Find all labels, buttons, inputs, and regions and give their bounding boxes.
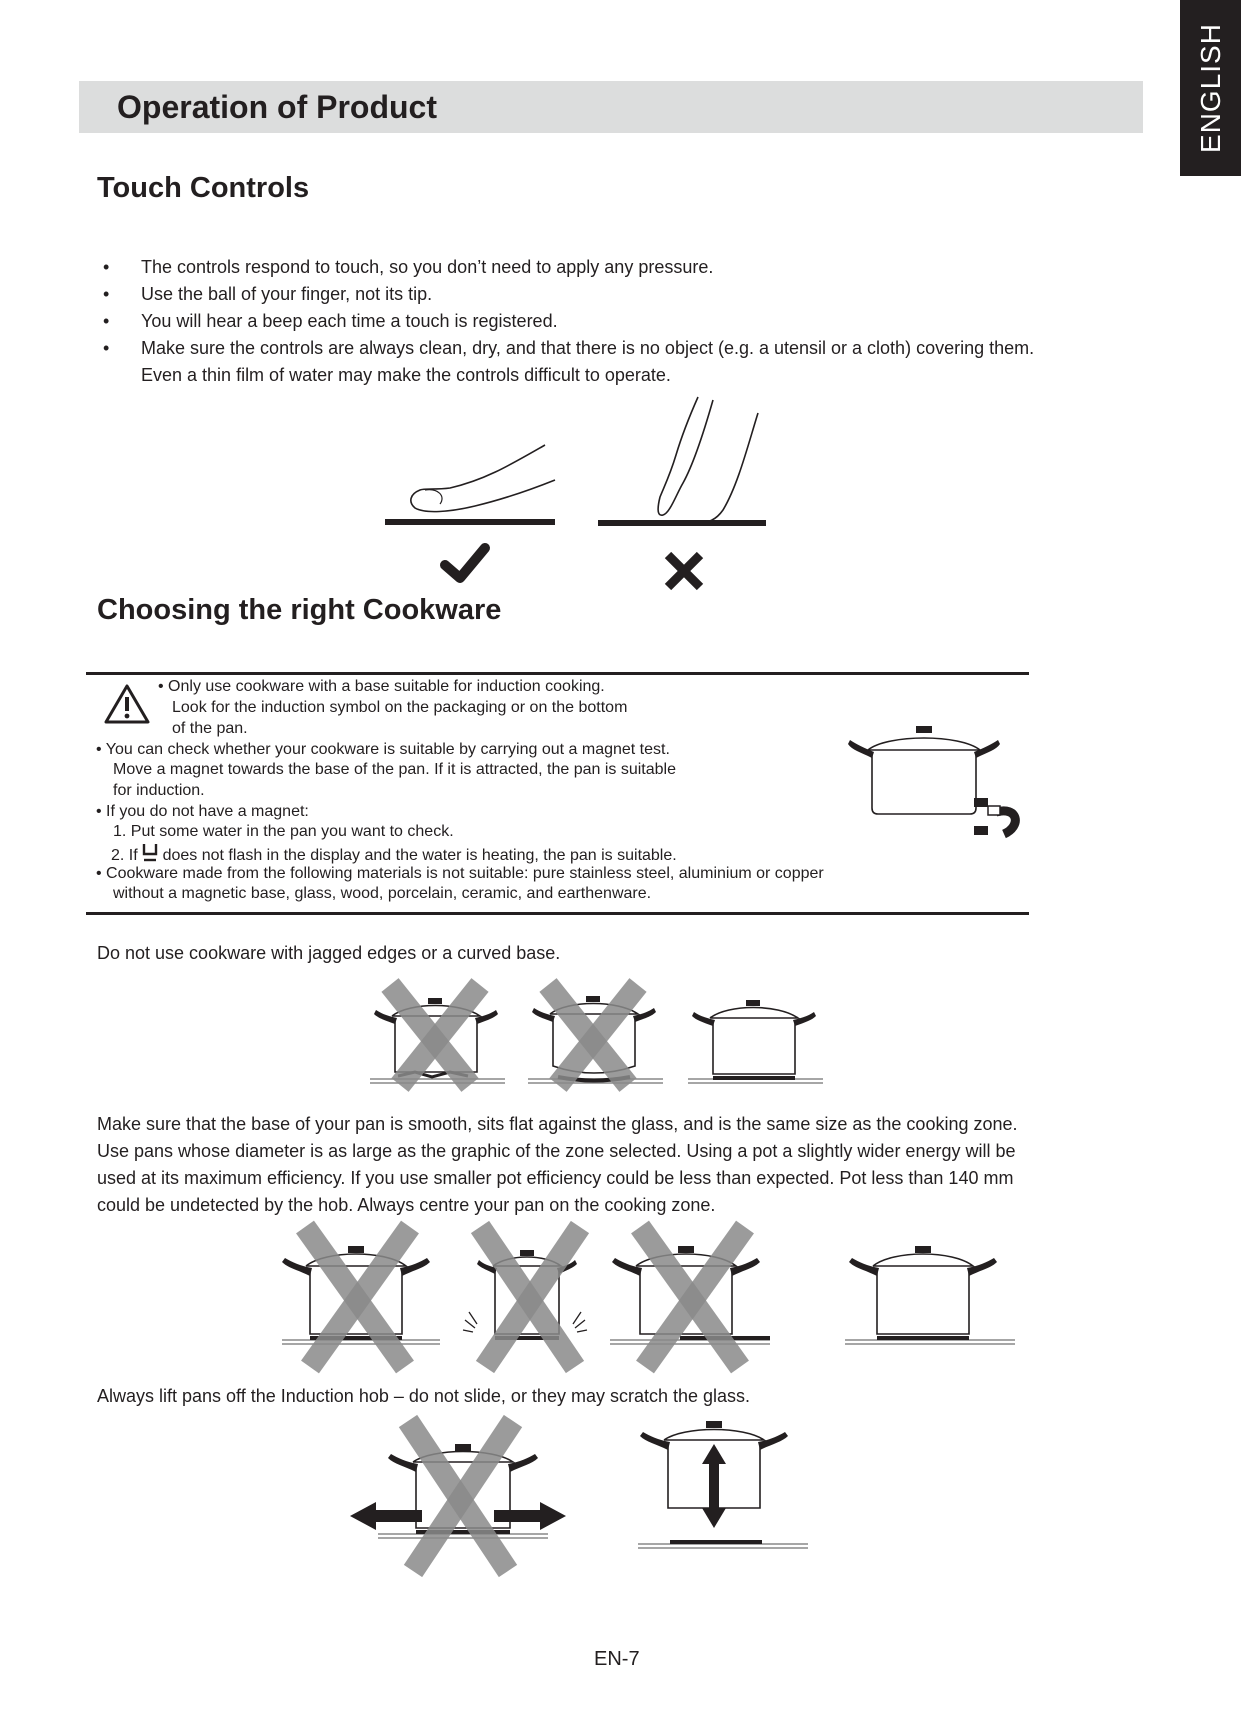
touch-controls-list [103,254,1103,389]
note-line: without a magnetic base, glass, wood, porcelain, ceramic, and earthenware. [113,885,652,902]
note-line: 1. Put some water in the pan you want to check. [113,823,454,840]
base-size-text-line: used at its maximum efficiency. If you use smaller pot efficiency could be less than expected. Pot less than 140 mm [97,1168,1014,1188]
list-item: • Use the ball of your finger, not its tip. [103,281,1103,308]
base-size-text-line: could be undetected by the hob. Always centre your pan on the cooking zone. [97,1195,716,1215]
note-line: for induction. [113,782,205,799]
lift-pans-text: Always lift pans off the Induction hob – do not slide, or they may scratch the glass. [97,1386,751,1406]
note-bottom-rule [86,912,1029,915]
page-title: Operation of Product [117,89,437,125]
note-line: Look for the induction symbol on the packaging or on the bottom [172,699,628,716]
pot-jagged-base-wrong [370,985,505,1085]
jagged-edges-text: Do not use cookware with jagged edges or a curved base. [97,943,561,963]
magnet-icon [974,798,1015,835]
pot-curved-base-wrong [528,985,663,1085]
arrow-up-down-icon [702,1444,726,1528]
pot-base-shape-illustrations [370,980,830,1090]
note-line: 2. If does not flash in the display and the water is heating, the pan is suitable. [111,842,677,866]
note-line: • If you do not have a magnet: [96,803,309,820]
bullet-icon: • [103,311,110,331]
pot-small-vibrating-wrong [463,1227,587,1367]
checkmark-icon [445,548,485,578]
note-line: • Only use cookware with a base suitable for induction cooking. [158,678,605,695]
note-line: Move a magnet towards the base of the pan. If it is attracted, the pan is suitable [113,761,676,778]
language-tab [1180,0,1241,176]
touch-controls-heading: Touch Controls [97,172,310,204]
language-tab-label: ENGLISH [1194,23,1226,153]
note-top-rule [86,672,1029,675]
slide-vs-lift-illustrations [348,1416,823,1576]
bullet-icon: • [103,257,110,277]
note-line: • Cookware made from the following materials is not suitable: pure stainless steel, aluminium or copper [96,865,824,882]
list-item: • The controls respond to touch, so you don’t need to apply any pressure. [103,254,1103,281]
bullet-icon: • [103,284,110,304]
list-item: • Make sure the controls are always clean, dry, and that there is no object (e.g. a utensil or a cloth) covering them. [103,335,1103,362]
magnet-test-illustration [848,722,1033,842]
pot-lifting-correct [638,1421,808,1548]
cookware-heading: Choosing the right Cookware [97,594,502,626]
note-line: of the pan. [172,720,248,737]
bullet-icon: • [103,338,110,358]
note-line: • You can check whether your cookware is suitable by carrying out a magnet test. [96,741,670,758]
list-item: • You will hear a beep each time a touch is registered. [103,308,1103,335]
pot-sliding-wrong [350,1421,566,1571]
list-item-continuation: Even a thin film of water may make the controls difficult to operate. [141,365,671,385]
pot-off-center-wrong [610,1227,770,1367]
page-number: EN-7 [594,1648,640,1670]
pot-flat-base-correct [688,1000,823,1083]
finger-incorrect-illustration [598,395,778,595]
base-size-text-line: Make sure that the base of your pan is smooth, sits flat against the glass, and is the same size as the cooking zone. [97,1114,1018,1134]
finger-correct-illustration [380,440,560,600]
pot-too-small-zone-wrong [282,1227,440,1367]
arrow-left-icon [350,1502,422,1530]
warning-icon [103,683,151,725]
section-title-bar [79,81,1143,133]
pot-size-illustrations [280,1222,1020,1372]
cross-icon [668,555,700,587]
no-pan-display-icon [142,842,158,862]
arrow-right-icon [494,1502,566,1530]
pot-correct-size [845,1246,1015,1344]
base-size-text-line: Use pans whose diameter is as large as the graphic of the zone selected. Using a pot a slightly wider energy will be [97,1141,1016,1161]
